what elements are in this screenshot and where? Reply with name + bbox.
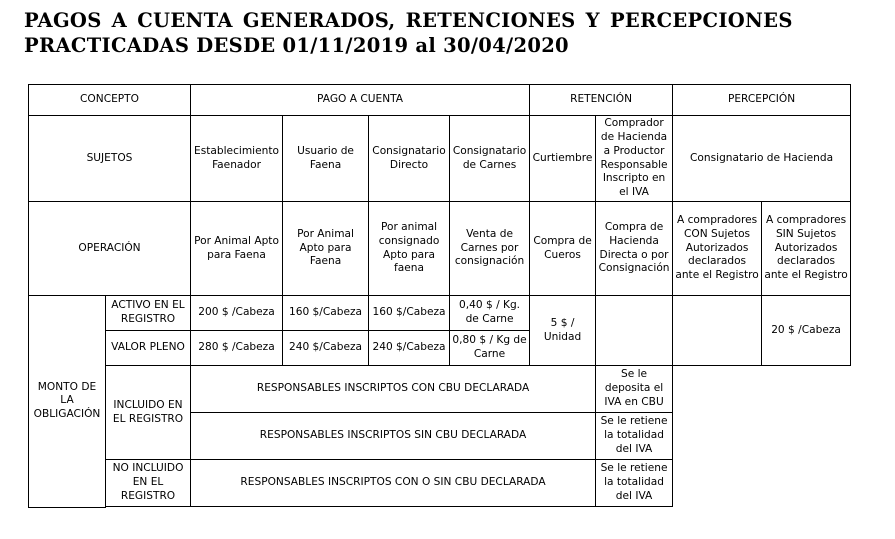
header-row: [29, 85, 851, 116]
operacion-a-compradores-sin: A compradores SIN Sujetos Autorizados declarados ante el Registro: [762, 202, 851, 296]
sujetos-row: [29, 116, 851, 202]
monto-label: MONTO DE LA OBLIGACIÓN: [29, 296, 106, 508]
deposita-iva: Se le deposita el IVA en CBU: [596, 366, 673, 413]
activo-label: ACTIVO EN EL REGISTRO: [106, 296, 191, 331]
operacion-por-animal-consignado: Por animal consignado Apto para faena: [369, 202, 450, 296]
percepcion-sin-value: 20 $ /Cabeza: [762, 296, 851, 366]
operacion-por-animal-apto: Por Animal Apto para Faena: [191, 202, 283, 296]
concepto-header: CONCEPTO: [29, 85, 191, 116]
retiene-iva-2: Se le retiene la totalidad del IVA: [596, 460, 673, 507]
resp-sin-cbu: RESPONSABLES INSCRIPTOS SIN CBU DECLARADA: [191, 413, 596, 460]
no-incluido-label: NO INCLUIDO EN EL REGISTRO: [106, 460, 191, 507]
resp-con-cbu: RESPONSABLES INSCRIPTOS CON CBU DECLARADA: [191, 366, 596, 413]
page-title: [24, 8, 884, 58]
operacion-label: OPERACIÓN: [29, 202, 191, 296]
pleno-carnes: 0,80 $ / Kg de Carne: [450, 331, 530, 366]
obligations-table: [28, 84, 851, 508]
sujeto-consignatario-hacienda: Consignatario de Hacienda: [673, 116, 851, 202]
valor-pleno-label: VALOR PLENO: [106, 331, 191, 366]
activo-consignatario: 160 $/Cabeza: [369, 296, 450, 331]
pago-a-cuenta-header: PAGO A CUENTA: [191, 85, 530, 116]
pleno-establecimiento: 280 $ /Cabeza: [191, 331, 283, 366]
sujeto-establecimiento: Establecimiento Faenador: [191, 116, 283, 202]
percepcion-con-empty: [673, 296, 762, 366]
sujeto-consignatario-carnes: Consignatario de Carnes: [450, 116, 530, 202]
operacion-compra-hacienda: Compra de Hacienda Directa o por Consignación: [596, 202, 673, 296]
activo-establecimiento: 200 $ /Cabeza: [191, 296, 283, 331]
title-line-2: PRACTICADAS DESDE 01/11/2019 al 30/04/2020: [24, 34, 569, 57]
sujeto-consignatario-directo: Consignatario Directo: [369, 116, 450, 202]
incluido-label: INCLUIDO EN EL REGISTRO: [106, 366, 191, 460]
pleno-usuario: 240 $/Cabeza: [283, 331, 369, 366]
title-line-1: PAGOS A CUENTA GENERADOS, RETENCIONES Y PERCEPCIONES: [24, 9, 793, 32]
sujeto-usuario: Usuario de Faena: [283, 116, 369, 202]
operacion-compra-cueros: Compra de Cueros: [530, 202, 596, 296]
retiene-iva-1: Se le retiene la totalidad del IVA: [596, 413, 673, 460]
activo-carnes: 0,40 $ / Kg. de Carne: [450, 296, 530, 331]
operacion-por-animal-apto-usuario: Por Animal Apto para Faena: [283, 202, 369, 296]
operacion-row: [29, 202, 851, 296]
activo-usuario: 160 $/Cabeza: [283, 296, 369, 331]
activo-row: [29, 296, 851, 331]
operacion-venta-carnes: Venta de Carnes por consignación: [450, 202, 530, 296]
retencion-header: RETENCIÓN: [530, 85, 673, 116]
percepcion-header: PERCEPCIÓN: [673, 85, 851, 116]
resp-con-o-sin-cbu: RESPONSABLES INSCRIPTOS CON O SIN CBU DECLARADA: [191, 460, 596, 507]
operacion-a-compradores-con: A compradores CON Sujetos Autorizados declarados ante el Registro: [673, 202, 762, 296]
sujeto-curtiembre: Curtiembre: [530, 116, 596, 202]
sujetos-label: SUJETOS: [29, 116, 191, 202]
sujeto-comprador: Comprador de Hacienda a Productor Responsable Inscripto en el IVA: [596, 116, 673, 202]
compra-hacienda-empty: [596, 296, 673, 366]
percepcion-lower-empty: [673, 366, 851, 508]
curtiembre-unidad: 5 $ / Unidad: [530, 296, 596, 366]
pleno-consignatario: 240 $/Cabeza: [369, 331, 450, 366]
incluido-con-cbu-row: [29, 366, 851, 413]
